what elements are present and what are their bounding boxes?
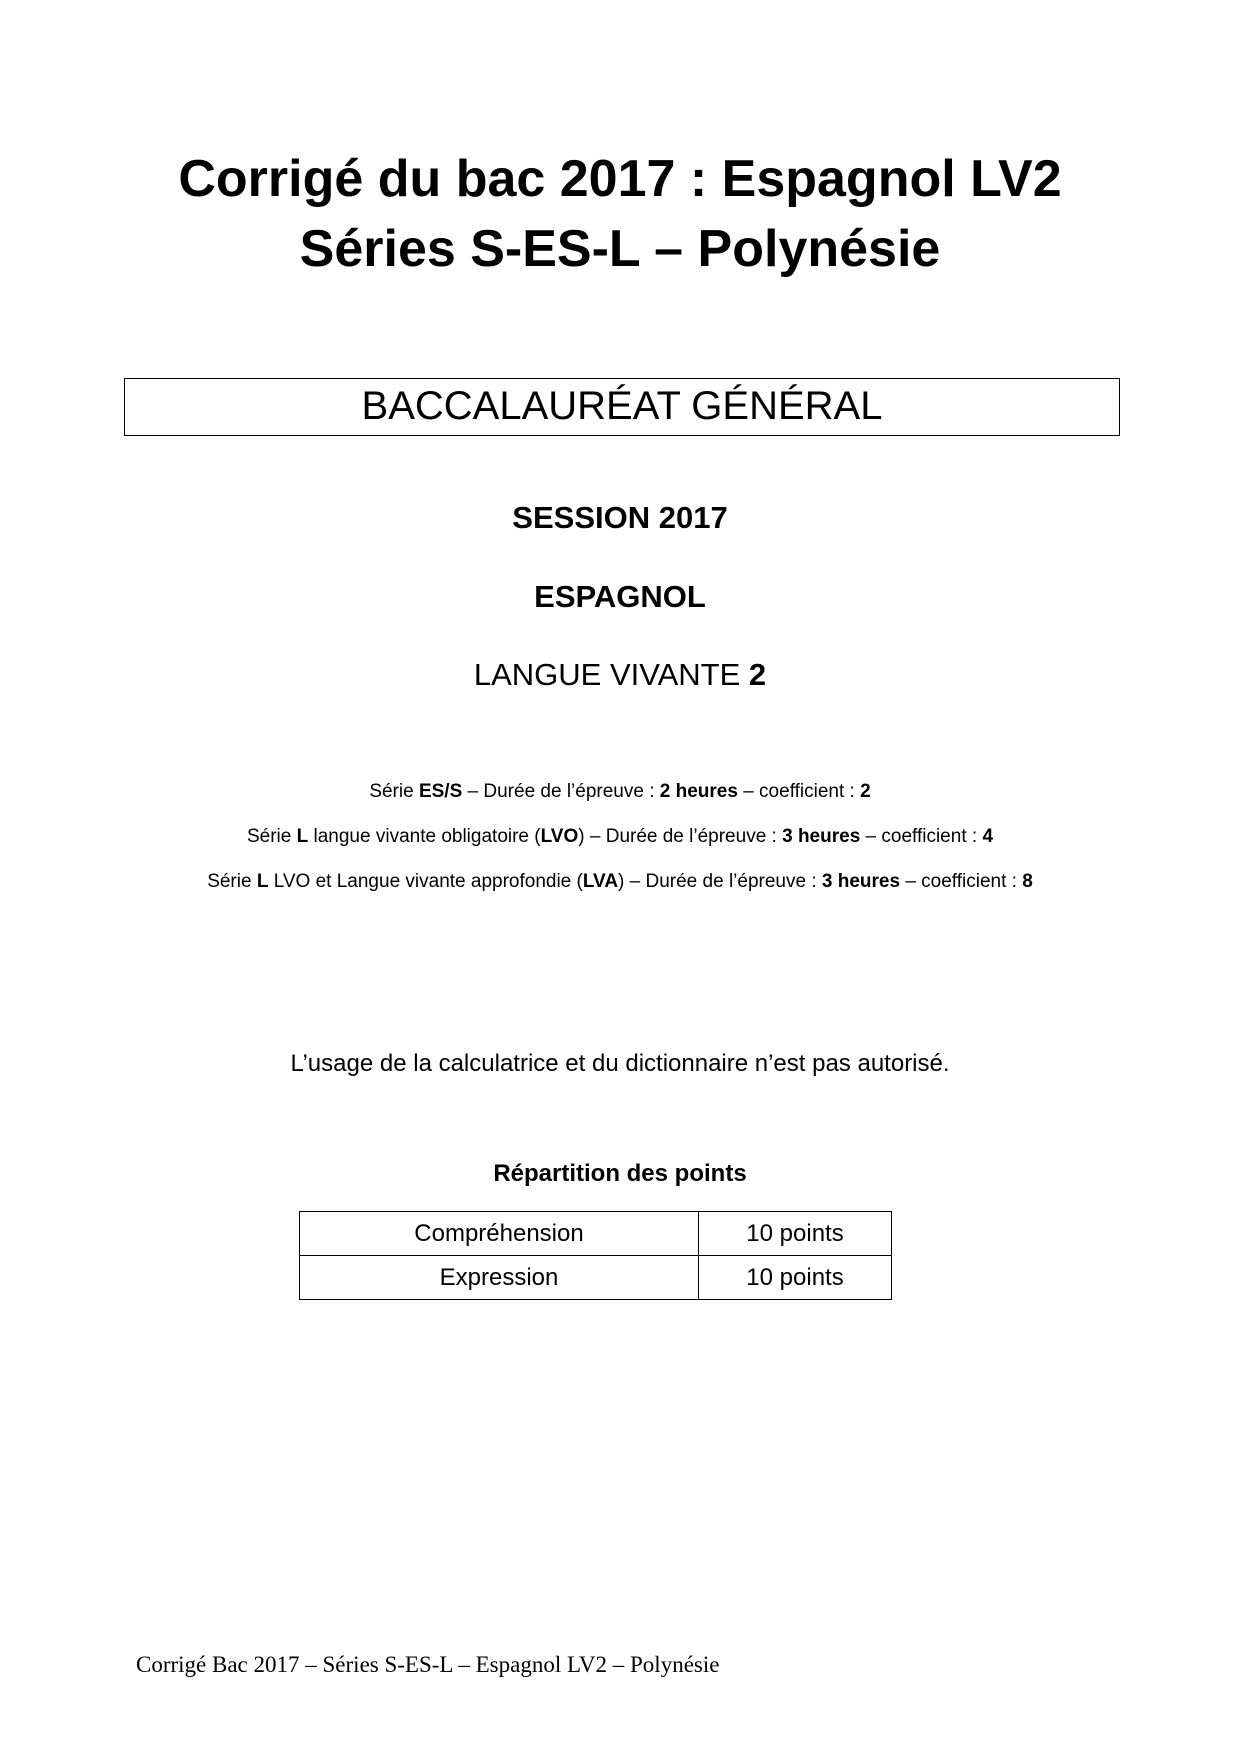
series-line-l-lva: Série L LVO et Langue vivante approfondie (LVA) – Durée de l’épreuve : 3 heures – coefficient : 8 [207,871,1033,892]
points-table [299,1211,892,1300]
subject-label: ESPAGNOL [534,579,706,614]
points-heading: Répartition des points [493,1160,747,1187]
language-level [0,657,1240,693]
table-row [300,1256,892,1300]
series-line-l-lvo: Série L langue vivante obligatoire (LVO) – Durée de l’épreuve : 3 heures – coefficient : 4 [246,826,994,847]
page-footer: Corrigé Bac 2017 – Séries S-ES-L – Espagnol LV2 – Polynésie [136,1652,720,1677]
points-value-cell: 10 points [699,1212,892,1256]
session-label: SESSION 2017 [512,500,728,535]
usage-note: L’usage de la calculatrice et du dictionnaire n’est pas autorisé. [290,1050,950,1077]
points-value-cell: 10 points [699,1256,892,1300]
language-level-text: LANGUE VIVANTE [473,657,749,692]
document-title-line-2: Séries S-ES-L – Polynésie [299,220,941,278]
document-title-line-1: Corrigé du bac 2017 : Espagnol LV2 [178,150,1062,208]
language-level-number: 2 [748,657,767,692]
points-label-cell: Compréhension [300,1212,699,1256]
table-row [300,1212,892,1256]
exam-banner: BACCALAURÉAT GÉNÉRAL [124,378,1120,436]
series-line-es-s: Série ES/S – Durée de l’épreuve : 2 heures – coefficient : 2 [369,781,871,802]
points-label-cell: Expression [300,1256,699,1300]
